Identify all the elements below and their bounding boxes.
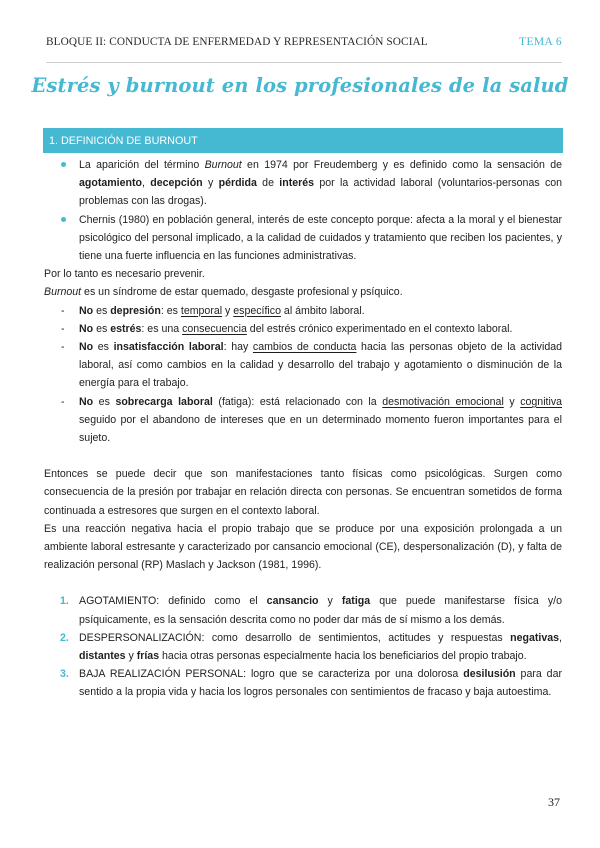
list-number: 2. — [60, 631, 69, 644]
page-title: Estrés y burnout en los profesionales de la salud — [31, 74, 569, 97]
topic-label: TEMA 6 — [519, 36, 562, 48]
bullet-dot-icon — [61, 217, 66, 222]
section-heading-label: 1. DEFINICIÓN DE BURNOUT — [49, 134, 198, 147]
bullet-item: Chernis (1980) en población general, interés de este concepto porque: afecta a la moral y el bienestar psicológico del personal implicado, a la calidad de cuidados y tratamiento que reciben los pacientes, y tiene una fuerte influencia en las funciones administrativas. — [44, 211, 562, 266]
dash-marker-icon: - — [61, 395, 65, 408]
dash-item: - No es estrés: es una consecuencia del estrés crónico experimentado en el contexto laboral. — [44, 320, 562, 338]
burnout-definition: Burnout es un síndrome de estar quemado, desgaste profesional y psíquico. — [44, 286, 403, 299]
header-divider — [46, 62, 562, 63]
main-content — [44, 156, 562, 702]
page-number: 37 — [548, 795, 560, 809]
dimensions-list — [44, 592, 562, 701]
spacer — [44, 447, 562, 465]
numbered-item: 2. DESPERSONALIZACIÓN: como desarrollo de sentimientos, actitudes y respuestas negativas, distantes y frías hacia otras personas especialmente hacia los beneficiarios del propio trabajo. — [44, 629, 562, 665]
list-number: 1. — [60, 595, 69, 608]
bullet-dot-icon — [61, 162, 66, 167]
numbered-item: 3. BAJA REALIZACIÓN PERSONAL: logro que se caracteriza por una dolorosa desilusión para dar sentido a la propia vida y hacia los logros personales con sentimientos de fracaso y baja autoestima. — [44, 665, 562, 701]
dash-item: - No es insatisfacción laboral: hay cambios de conducta hacia las personas objeto de la actividad laboral, así como cambios en la calidad y desarrollo del trabajo y agotamiento o disminución de la energía para el trabajo. — [44, 338, 562, 393]
numbered-item: 1. AGOTAMIENTO: definido como el cansancio y fatiga que puede manifestarse física y/o psíquicamente, es la sensación descrita como no poder dar más de sí mismo a los demás. — [44, 592, 562, 628]
section-heading — [43, 128, 563, 153]
prevent-text: Por lo tanto es necesario prevenir. — [44, 268, 205, 281]
block-title: BLOQUE II: CONDUCTA DE ENFERMEDAD Y REPRESENTACIÓN SOCIAL — [46, 36, 428, 48]
list-number: 3. — [60, 668, 69, 681]
dash-item: - No es sobrecarga laboral (fatiga): está relacionado con la desmotivación emocional y cognitiva seguido por el abandono de intereses que en un determinado momento fueron importantes para el sujeto. — [44, 393, 562, 448]
intro-bullet-list — [44, 156, 562, 265]
bullet-item: La aparición del término Burnout en 1974 por Freudemberg y es definido como la sensación de agotamiento, decepción y pérdida de interés por la actividad laboral (voluntarios-personas con problemas con las drogas). — [44, 156, 562, 211]
dash-marker-icon: - — [61, 322, 65, 335]
dash-item: - No es depresión: es temporal y específico al ámbito laboral. — [44, 302, 562, 320]
spacer — [44, 574, 562, 592]
page-header — [46, 36, 562, 54]
dash-marker-icon: - — [61, 304, 65, 317]
dash-marker-icon: - — [61, 341, 65, 354]
manifestations-paragraph: Entonces se puede decir que son manifestaciones tanto físicas como psicológicas. Surgen como consecuencia de la presión por trabajar en relación directa con personas. Se encuentran sometidos de forma continuada a estresores que surgen en el contexto laboral. — [44, 468, 562, 517]
negation-list — [44, 302, 562, 448]
reaction-paragraph: Es una reacción negativa hacia el propio trabajo que se produce por una exposición prolongada a un ambiente laboral estresante y caracterizado por cansancio emocional (CE), despersonalización (D), y falta de realización personal (RP) Maslach y Jackson (1981, 1996). — [44, 522, 562, 572]
